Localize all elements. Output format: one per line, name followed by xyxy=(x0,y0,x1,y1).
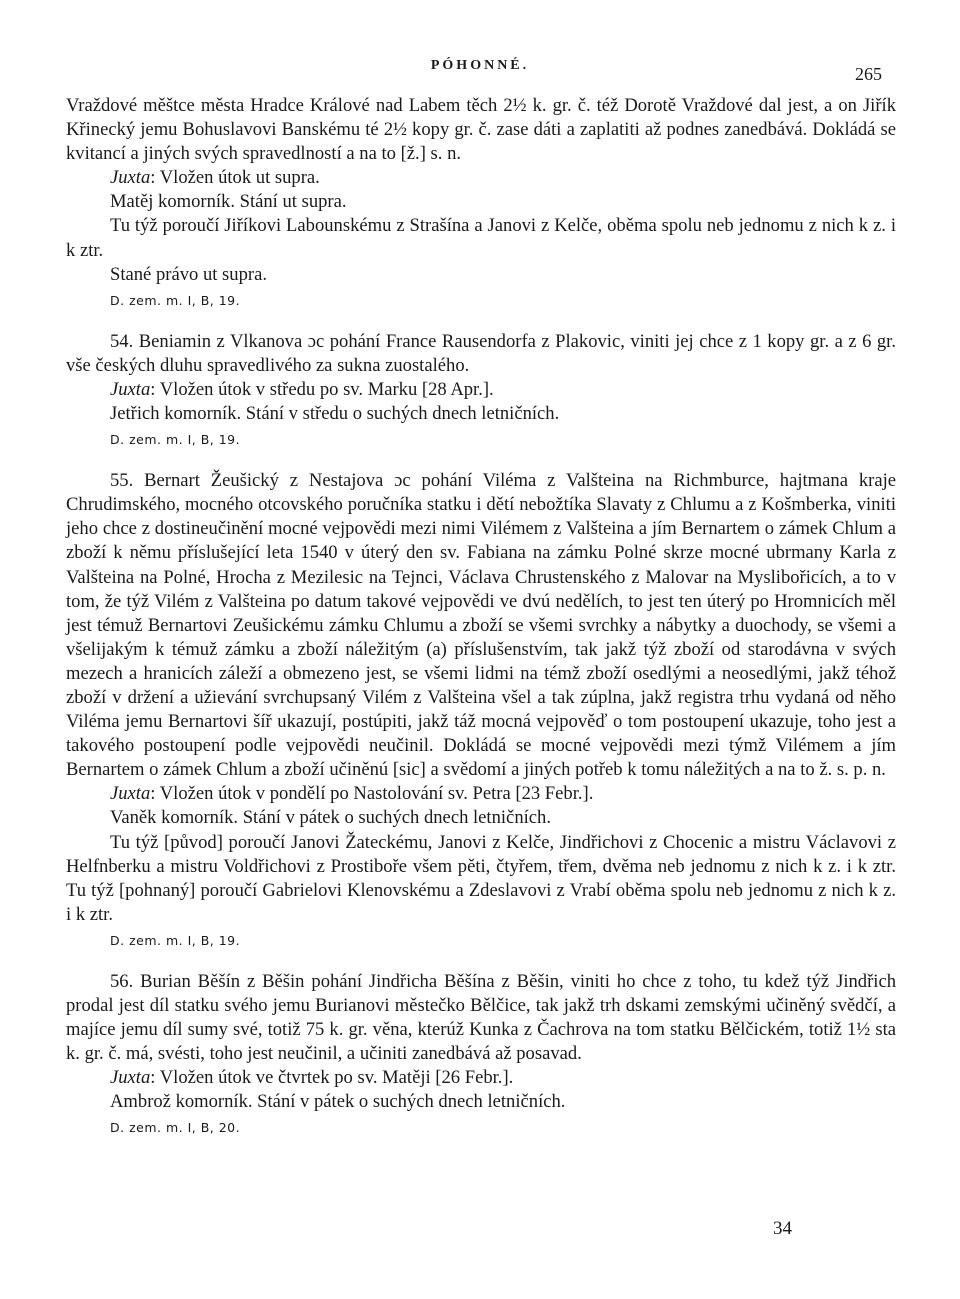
section-gap xyxy=(66,453,896,469)
paragraph-text: Ambrož komorník. Stání v pátek o suchých dnech letničních. xyxy=(110,1091,566,1113)
paragraph-text: Jetřich komorník. Stání v středu o suchých dnech letničních. xyxy=(110,403,560,425)
paragraph-text: D. zem. m. I, B, 19. xyxy=(110,292,241,308)
paragraph-text: 54. Beniamin z Vlkanova ɔc pohání France Rausendorfa z Plakovic, viniti jej chce z 1 kopy gr. a z 6 gr. vše českých dluhu spravedlivého za sukna zuostalého. xyxy=(66,330,896,376)
paragraph xyxy=(66,469,896,782)
paragraph-text: Tu týž poroučí Jiříkovi Labounskému z Strašína a Janovi z Kelče, oběma spolu neb jednomu z nich k z. i k ztr. xyxy=(66,215,896,261)
running-header: PÓHONNÉ. xyxy=(430,58,530,73)
body-text xyxy=(66,94,896,1141)
juxta-note xyxy=(66,166,896,190)
paragraph-text: D. zem. m. I, B, 19. xyxy=(110,432,241,448)
paragraph-text: 56. Burian Běšín z Běšin pohání Jindřicha Běšína z Běšin, viniti ho chce z toho, tu kdež týž Jindřich prodal jest díl statku svého jemu Burianovi městečko Bělčice, tak jakž trh dskami zemskými učiněný svědčí, a majíce jemu díl sumy své, totiž 75 k. gr. věna, kterúž Kunka z Čachrova na tom statku Bělčickém, totiž 1½ sta k. gr. č. má, svésti, toho jest neučinil, a učiniti zanedbává až posavad. xyxy=(66,970,896,1065)
paragraph-text: D. zem. m. I, B, 19. xyxy=(110,932,241,948)
paragraph-text: Matěj komorník. Stání ut supra. xyxy=(110,191,347,213)
juxta-note xyxy=(66,1066,896,1090)
paragraph xyxy=(66,806,896,830)
juxta-label: Juxta xyxy=(110,167,151,189)
paragraph xyxy=(66,94,896,166)
paragraph-text: Vaněk komorník. Stání v pátek o suchých dnech letničních. xyxy=(110,807,551,829)
paragraph xyxy=(66,831,896,927)
paragraph-text: 55. Bernart Žeušický z Nestajova ɔc pohání Viléma z Valšteina na Richmburce, hajtmana kraje Chrudimského, mocného otcovského poručníka statku i dětí nebožtíka Slavaty z Chlumu a z Košmberka, viniti jeho chce z dostineučinění mocné vejpovědi mezi nimi Vilémem z Valšteina a jím Bernartem o zámek Chlum a zboží k němu příslušející leta 1540 v úterý den sv. Fabiana na zámku Polné skrze mocné ubrmany Karla z Valšteina na Polné, Hrocha z Mezilesic na Tejnci, Václava Chrustenského z Malovar na Myslibořicích, a to v tom, že týž Vilém z Valšteina po datum takové vejpovědi ve dvú nedělích, to jest ten úterý po Hromnicích měl jest témuž Bernartovi Zeušickému zámku Chlumu a zboží se všemi svrchky a nábytky a duochody, se všemi a všelijakým k témuž zámku a zboží náležitým (a) příslušenstvím, tak jakž týž zboží od starodávna v svých mezech a hranicích záleží a obmezeno jest, se všemi lidmi na témž zboží osedlými a neosedlými, jakž téhož zboží v držení a užievání svrchupsaný Vilém z Valšteina všel a tak zúplna, jakž registra trhu vydaná od něho Viléma jemu Bernartovi šíř ukazují, postúpiti, jakž táž mocná vejpověď o tom postoupení ukazuje, toho jest a takového postoupení podle vejpovědi neučinil. Dokládá se mocné vejpovědi mezi týmž Vilémem a jím Bernartem o zámek Chlum a zboží učiněnú [sic] a svědomí a jiných potřeb k tomu náležitých a na to ž. s. p. n. xyxy=(66,470,896,781)
paragraph-text: : Vložen útok v středu po sv. Marku [28 Apr.]. xyxy=(150,378,494,400)
paragraph xyxy=(66,190,896,214)
juxta-note xyxy=(66,782,896,806)
source-reference xyxy=(66,287,896,314)
paragraph xyxy=(66,263,896,287)
juxta-label: Juxta xyxy=(110,1067,151,1089)
juxta-note xyxy=(66,378,896,402)
paragraph xyxy=(66,970,896,1066)
source-reference xyxy=(66,1114,896,1141)
paragraph xyxy=(66,1090,896,1114)
section-gap xyxy=(66,954,896,970)
paragraph-text: : Vložen útok ve čtvrtek po sv. Matěji [26 Febr.]. xyxy=(150,1067,514,1089)
paragraph xyxy=(66,214,896,262)
juxta-label: Juxta xyxy=(110,783,151,805)
section-gap xyxy=(66,314,896,330)
page-number: 265 xyxy=(855,64,882,84)
signature-mark: 34 xyxy=(773,1218,792,1239)
paragraph-text: D. zem. m. I, B, 20. xyxy=(110,1120,241,1136)
paragraph xyxy=(66,330,896,378)
paragraph xyxy=(66,402,896,426)
paragraph-text: Tu týž [původ] poroučí Janovi Žateckému, Janovi z Kelče, Jindřichovi z Chocenic a mistru Václavovi z Helfnberku a mistru Voldřichovi z Prostiboře všem pěti, čtyřem, třem, dvěma neb jednomu z nich k z. i k ztr. Tu týž [pohnaný] poroučí Gabrielovi Klenovskému a Zdeslavovi z Vrabí oběma spolu neb jednomu z nich k z. i k ztr. xyxy=(66,831,896,925)
paragraph-text: : Vložen útok ut supra. xyxy=(150,167,320,189)
paragraph-text: Vraždové měštce města Hradce Králové nad Labem těch 2½ k. gr. č. též Dorotě Vraždové dal jest, a on Jiřík Křinecký jemu Bohuslavovi Banskému té 2½ kopy gr. č. zase dáti a zaplatiti až podnes zanedbává. Dokládá se kvitancí a jiných svých spravedlností a na to [ž.] s. n. xyxy=(66,95,896,165)
paragraph-text: Stané právo ut supra. xyxy=(110,263,267,285)
source-reference xyxy=(66,426,896,453)
paragraph-text: : Vložen útok v pondělí po Nastolování sv. Petra [23 Febr.]. xyxy=(150,783,594,805)
source-reference xyxy=(66,927,896,954)
juxta-label: Juxta xyxy=(110,378,151,400)
